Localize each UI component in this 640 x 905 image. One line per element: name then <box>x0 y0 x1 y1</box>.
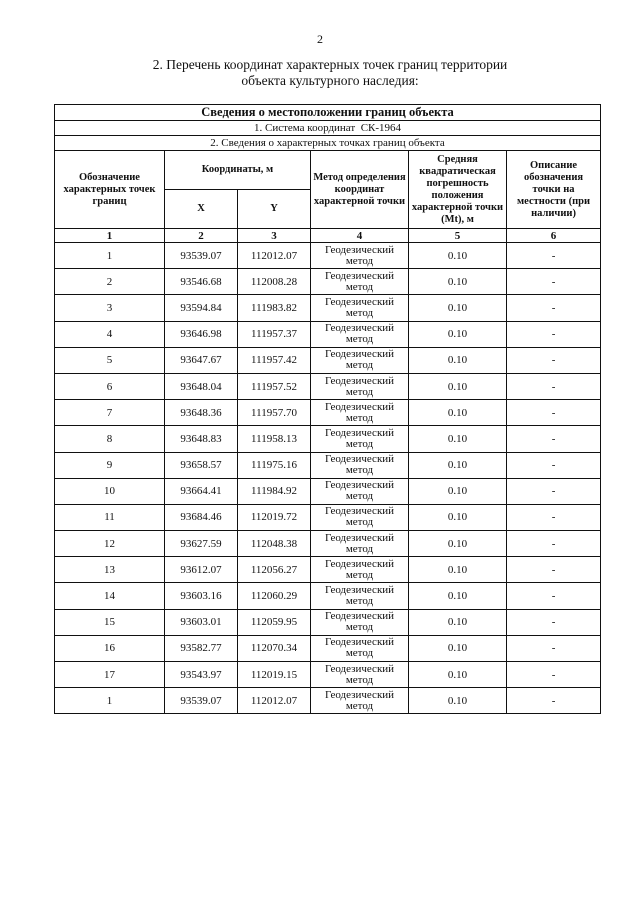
point-cell: 3 <box>55 295 165 321</box>
header-error: Средняя квадратическая погрешность положения характерной точки (Mt), м <box>409 151 507 229</box>
y-cell: 112019.72 <box>238 504 311 530</box>
document-heading <box>100 57 560 89</box>
column-numbers-row <box>55 229 601 243</box>
point-cell: 13 <box>55 557 165 583</box>
error-cell: 0.10 <box>409 269 507 295</box>
description-cell: - <box>507 426 601 452</box>
y-cell: 112070.34 <box>238 635 311 661</box>
x-cell: 93539.07 <box>165 688 238 714</box>
table-row <box>55 426 601 452</box>
x-cell: 93582.77 <box>165 635 238 661</box>
table-row <box>55 321 601 347</box>
y-cell: 112019.15 <box>238 662 311 688</box>
point-cell: 4 <box>55 321 165 347</box>
y-cell: 112048.38 <box>238 531 311 557</box>
y-cell: 111957.42 <box>238 347 311 373</box>
description-cell: - <box>507 662 601 688</box>
error-cell: 0.10 <box>409 321 507 347</box>
point-cell: 11 <box>55 504 165 530</box>
method-cell: Геодезический метод <box>311 426 409 452</box>
description-cell: - <box>507 373 601 399</box>
error-cell: 0.10 <box>409 557 507 583</box>
method-cell: Геодезический метод <box>311 321 409 347</box>
table-row <box>55 531 601 557</box>
table-title: Сведения о местоположении границ объекта <box>55 105 601 121</box>
column-number: 3 <box>238 229 311 243</box>
table-row <box>55 609 601 635</box>
header-method: Метод определения координат характерной точки <box>311 151 409 229</box>
table-row <box>55 452 601 478</box>
method-cell: Геодезический метод <box>311 557 409 583</box>
error-cell: 0.10 <box>409 243 507 269</box>
method-cell: Геодезический метод <box>311 583 409 609</box>
table-row <box>55 557 601 583</box>
point-cell: 6 <box>55 373 165 399</box>
y-cell: 112012.07 <box>238 688 311 714</box>
description-cell: - <box>507 452 601 478</box>
method-cell: Геодезический метод <box>311 688 409 714</box>
error-cell: 0.10 <box>409 478 507 504</box>
point-cell: 8 <box>55 426 165 452</box>
x-cell: 93647.67 <box>165 347 238 373</box>
coordinate-system-value: СК-1964 <box>360 122 402 134</box>
header-description: Описание обозначения точки на местности (при наличии) <box>507 151 601 229</box>
description-cell: - <box>507 504 601 530</box>
point-cell: 5 <box>55 347 165 373</box>
table-row <box>55 504 601 530</box>
x-cell: 93594.84 <box>165 295 238 321</box>
point-cell: 17 <box>55 662 165 688</box>
method-cell: Геодезический метод <box>311 400 409 426</box>
x-cell: 93684.46 <box>165 504 238 530</box>
header-y: Y <box>238 190 311 229</box>
y-cell: 111983.82 <box>238 295 311 321</box>
table-row <box>55 688 601 714</box>
description-cell: - <box>507 321 601 347</box>
heading-line-1: 2. Перечень координат характерных точек границ территории <box>152 57 508 72</box>
description-cell: - <box>507 243 601 269</box>
description-cell: - <box>507 531 601 557</box>
method-cell: Геодезический метод <box>311 635 409 661</box>
x-cell: 93648.83 <box>165 426 238 452</box>
method-cell: Геодезический метод <box>311 295 409 321</box>
x-cell: 93648.04 <box>165 373 238 399</box>
description-cell: - <box>507 400 601 426</box>
error-cell: 0.10 <box>409 688 507 714</box>
table-row <box>55 400 601 426</box>
description-cell: - <box>507 609 601 635</box>
table-row <box>55 373 601 399</box>
y-cell: 111957.70 <box>238 400 311 426</box>
column-number: 6 <box>507 229 601 243</box>
description-cell: - <box>507 557 601 583</box>
x-cell: 93658.57 <box>165 452 238 478</box>
coordinate-system-row <box>55 121 601 136</box>
error-cell: 0.10 <box>409 295 507 321</box>
description-cell: - <box>507 688 601 714</box>
table-row <box>55 583 601 609</box>
points-info-row: 2. Сведения о характерных точках границ объекта <box>55 136 601 151</box>
error-cell: 0.10 <box>409 347 507 373</box>
y-cell: 112012.07 <box>238 243 311 269</box>
heading-line-2: объекта культурного наследия: <box>241 73 419 88</box>
point-cell: 7 <box>55 400 165 426</box>
x-cell: 93543.97 <box>165 662 238 688</box>
description-cell: - <box>507 295 601 321</box>
x-cell: 93664.41 <box>165 478 238 504</box>
x-cell: 93603.01 <box>165 609 238 635</box>
error-cell: 0.10 <box>409 452 507 478</box>
x-cell: 93539.07 <box>165 243 238 269</box>
page-number: 2 <box>317 32 323 46</box>
table-row <box>55 243 601 269</box>
y-cell: 111984.92 <box>238 478 311 504</box>
point-cell: 1 <box>55 688 165 714</box>
column-number: 5 <box>409 229 507 243</box>
error-cell: 0.10 <box>409 400 507 426</box>
y-cell: 112056.27 <box>238 557 311 583</box>
y-cell: 111975.16 <box>238 452 311 478</box>
description-cell: - <box>507 347 601 373</box>
point-cell: 14 <box>55 583 165 609</box>
point-cell: 12 <box>55 531 165 557</box>
y-cell: 111957.37 <box>238 321 311 347</box>
x-cell: 93646.98 <box>165 321 238 347</box>
method-cell: Геодезический метод <box>311 243 409 269</box>
method-cell: Геодезический метод <box>311 504 409 530</box>
x-cell: 93648.36 <box>165 400 238 426</box>
method-cell: Геодезический метод <box>311 269 409 295</box>
error-cell: 0.10 <box>409 531 507 557</box>
column-number: 1 <box>55 229 165 243</box>
header-designation: Обозначение характерных точек границ <box>55 151 165 229</box>
description-cell: - <box>507 635 601 661</box>
method-cell: Геодезический метод <box>311 478 409 504</box>
method-cell: Геодезический метод <box>311 373 409 399</box>
method-cell: Геодезический метод <box>311 531 409 557</box>
column-number: 2 <box>165 229 238 243</box>
method-cell: Геодезический метод <box>311 347 409 373</box>
x-cell: 93603.16 <box>165 583 238 609</box>
header-coordinates: Координаты, м <box>165 151 311 190</box>
point-cell: 15 <box>55 609 165 635</box>
coordinate-system-label: 1. Система координат <box>253 122 356 134</box>
point-cell: 9 <box>55 452 165 478</box>
y-cell: 111958.13 <box>238 426 311 452</box>
error-cell: 0.10 <box>409 373 507 399</box>
error-cell: 0.10 <box>409 504 507 530</box>
x-cell: 93546.68 <box>165 269 238 295</box>
table-row <box>55 662 601 688</box>
table-row <box>55 478 601 504</box>
header-x: X <box>165 190 238 229</box>
error-cell: 0.10 <box>409 662 507 688</box>
method-cell: Геодезический метод <box>311 452 409 478</box>
error-cell: 0.10 <box>409 583 507 609</box>
x-cell: 93612.07 <box>165 557 238 583</box>
method-cell: Геодезический метод <box>311 662 409 688</box>
error-cell: 0.10 <box>409 635 507 661</box>
method-cell: Геодезический метод <box>311 609 409 635</box>
table-row <box>55 269 601 295</box>
column-number: 4 <box>311 229 409 243</box>
point-cell: 2 <box>55 269 165 295</box>
coordinates-table <box>54 104 601 714</box>
point-cell: 16 <box>55 635 165 661</box>
table-row <box>55 635 601 661</box>
error-cell: 0.10 <box>409 609 507 635</box>
table-row <box>55 295 601 321</box>
point-cell: 10 <box>55 478 165 504</box>
y-cell: 112059.95 <box>238 609 311 635</box>
description-cell: - <box>507 478 601 504</box>
y-cell: 112060.29 <box>238 583 311 609</box>
y-cell: 111957.52 <box>238 373 311 399</box>
point-cell: 1 <box>55 243 165 269</box>
table-row <box>55 347 601 373</box>
description-cell: - <box>507 583 601 609</box>
y-cell: 112008.28 <box>238 269 311 295</box>
error-cell: 0.10 <box>409 426 507 452</box>
x-cell: 93627.59 <box>165 531 238 557</box>
description-cell: - <box>507 269 601 295</box>
